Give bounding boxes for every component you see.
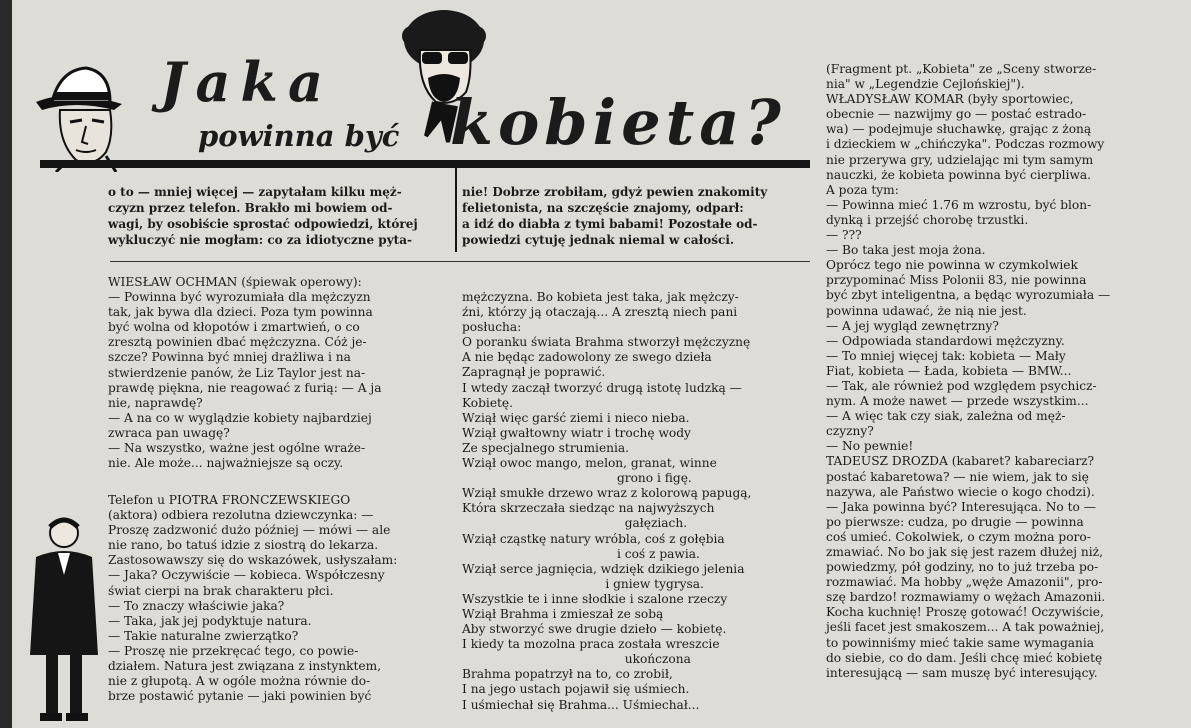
article-col2: mężczyzna. Bo kobieta jest taka, jak mężczy- źni, którzy ją otaczają... A zresztą niech pani posłucha: O poranku świata Brahma stworzył mężczyznę A nie będąc zadowolony ze swego dzieła Zapragnął je poprawić. I wtedy zaczął tworzyć drugą istotę ludzką — Kobietę. Wziął więc garść ziemi i nieco nieba. Wziął gwałtowny wiatr i trochę wody Ze specjalnego strumienia. Wziął owoc mango, melon, granat, winne grono i figę. Wziął smukłe drzewo wraz z kolorową papugą, Która skrzeczała siedząc na najwyższych gałęziach. Wziął cząstkę natury wróbla, coś z gołębia i coś z pawia. Wziął serce jagnięcia, wdzięk dzikiego jelenia i gniew tygrysa. Wszystkie te i inne słodkie i szalone rzeczy Wziął Brahma i zmieszał ze sobą Aby stworzyć swe drugie dzieło — kobietę. I kiedy ta mozolna praca została wreszcie ukończona Brahma popatrzył na to, co zrobił, I na jego ustach pojawił się uśmiech. I uśmiechał się Brahma... Uśmiechał... [462, 290, 752, 712]
man-in-hat-illustration [30, 62, 125, 172]
article-col1-top: WIESŁAW OCHMAN (śpiewak operowy): — Powinna być wyrozumiała dla mężczyzn tak, jak bywa dla dzieci. Poza tym powinna być wolna od kłopotów i zmartwień, o co zresztą powinien dbać mężczyzna. Cóż je- szcze? Powinna być mniej drażliwa i na stwierdzenie panów, że Liz Taylor jest na- prawdę piękna, nie reagować z furią: — A ja nie, naprawdę? — A na co w wyglądzie kobiety najbardziej zwraca pan uwagę? — Na wszystko, ważne jest ogólne wraże- nie. Ale może... najważniejsze są oczy. [108, 275, 382, 471]
intro-column-divider [455, 167, 457, 252]
intro-left: o to — mniej więcej — zapytałam kilku męż- czyzn przez telefon. Brakło mi bowiem od- wagi, by osobiście sprostać odpowiedzi, której wykluczyć nie mogłam: co za idiotyczne pyta- [108, 185, 418, 247]
page-edge-shadow [0, 0, 12, 728]
intro-right: nie! Dobrze zrobiłam, gdyż pewien znakomity felietonista, na szczęście znajomy, odparł: a idź do diabła z tymi babami! Pozostałe od- powiedzi cytuję jednak niemal w całości. [462, 185, 768, 247]
article-col1-bottom: Telefon u PIOTRA FRONCZEWSKIEGO (aktora) odbiera rezolutna dziewczynka: — Proszę zadzwonić dużo później — mówi — ale nie rano, bo tatuś idzie z siostrą do lekarza. Zastosowawszy się do wskazówek, usłyszałam: — Jaka? Oczywiście — kobieca. Współczesny świat cierpi na brak charakteru płci. — To znaczy właściwie jaka? — Taka, jak jej podyktuje natura. — Takie naturalne zwierzątko? — Proszę nie przekręcać tego, co powie- działem. Natura jest związana z instynktem, nie z głupotą. A w ogóle można równie do- brze postawić pytanie — jaki powinien być [108, 493, 398, 704]
headline-part-1: Jaka [160, 50, 333, 114]
standing-man-illustration [24, 505, 104, 725]
article-col3: (Fragment pt. „Kobieta" ze „Sceny stworze- nia" w „Legendzie Cejlońskiej"). WŁADYSŁAW KOMAR (były sportowiec, obecnie — nazwijmy go — postać estrado- wa) — podejmuje słuchawkę, grając z żoną i dzieckiem w „chińczyka". Podczas rozmowy nie przerywa gry, udzielając mi tym samym nauczki, że kobieta powinna być cierpliwa. A poza tym: — Powinna mieć 1.76 m wzrostu, być blon- dynką i przejść chorobę trzustki. — ??? — Bo taka jest moja żona. Oprócz tego nie powinna w czymkolwiek przypominać Miss Polonii 83, nie powinna być zbyt inteligentna, a będąc wyrozumiała — powinna udawać, że nią nie jest. — A jej wygląd zewnętrzny? — Odpowiada standardowi mężczyzny. — To mniej więcej tak: kobieta — Mały Fiat, kobieta — Łada, kobieta — BMW... — Tak, ale również pod względem psychicz- nym. A może nawet — przede wszystkim... — A więc tak czy siak, zależna od męż- czyzny? — No pewnie! TADEUSZ DROZDA (kabaret? kabareciarz? postać kabaretowa? — nie wiem, jak to się nazywa, ale Państwo wiecie o kogo chodzi). — Jaka powinna być? Interesująca. No to — po pierwsze: cudza, po drugie — powinna coś umieć. Cokolwiek, o czym można poro- zmawiać. No bo jak się jest razem dłużej niż, powiedzmy, pół godziny, no to już trzeba po- rozmawiać. Ma hobby „węże Amazonii", pro- szę bardzo! rozmawiamy o wężach Amazonii. Kocha kuchnię! Proszę gotować! Oczywiście, jeśli facet jest smakoszem... A tak poważniej, to powinniśmy mieć takie same wymagania do siebie, co do dam. Jeśli chcę mieć kobietę interesującą — sam muszę być interesujący. [826, 62, 1111, 680]
headline-rule [40, 160, 810, 168]
intro-bottom-rule [110, 261, 810, 262]
headline-part-2: powinna być [198, 119, 400, 153]
headline-part-3: kobieta? [450, 86, 786, 159]
